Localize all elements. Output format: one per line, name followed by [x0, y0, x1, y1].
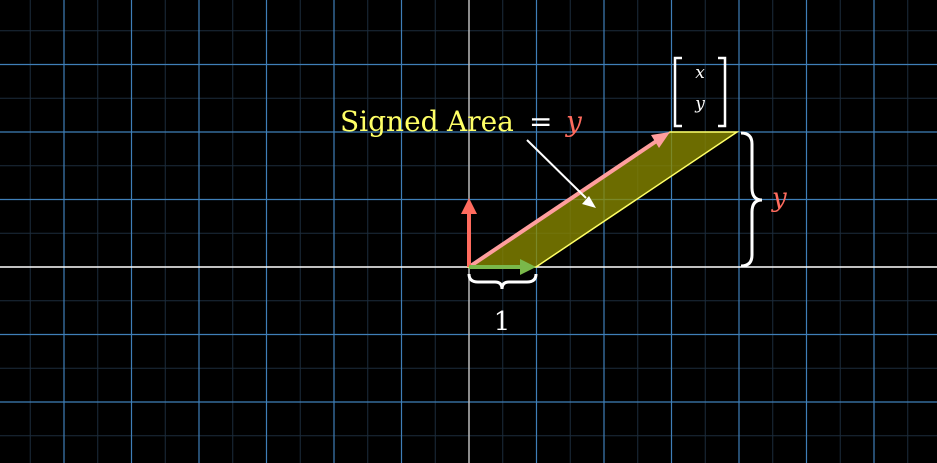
matrix-entry-x: x — [695, 63, 705, 83]
matrix-left-bracket — [675, 58, 682, 126]
j-hat-arrowhead — [461, 198, 477, 214]
matrix-right-bracket — [718, 58, 725, 126]
area-word: Area — [447, 105, 514, 138]
pointer-arrow — [527, 140, 586, 198]
vector-matrix — [675, 58, 725, 126]
signed-word: Signed — [340, 105, 439, 138]
equals-sign: = — [529, 105, 553, 138]
matrix-entry-y: y — [695, 94, 705, 114]
base-label: 1 — [493, 307, 511, 337]
height-label: y — [772, 183, 787, 213]
area-value: y — [566, 105, 582, 138]
